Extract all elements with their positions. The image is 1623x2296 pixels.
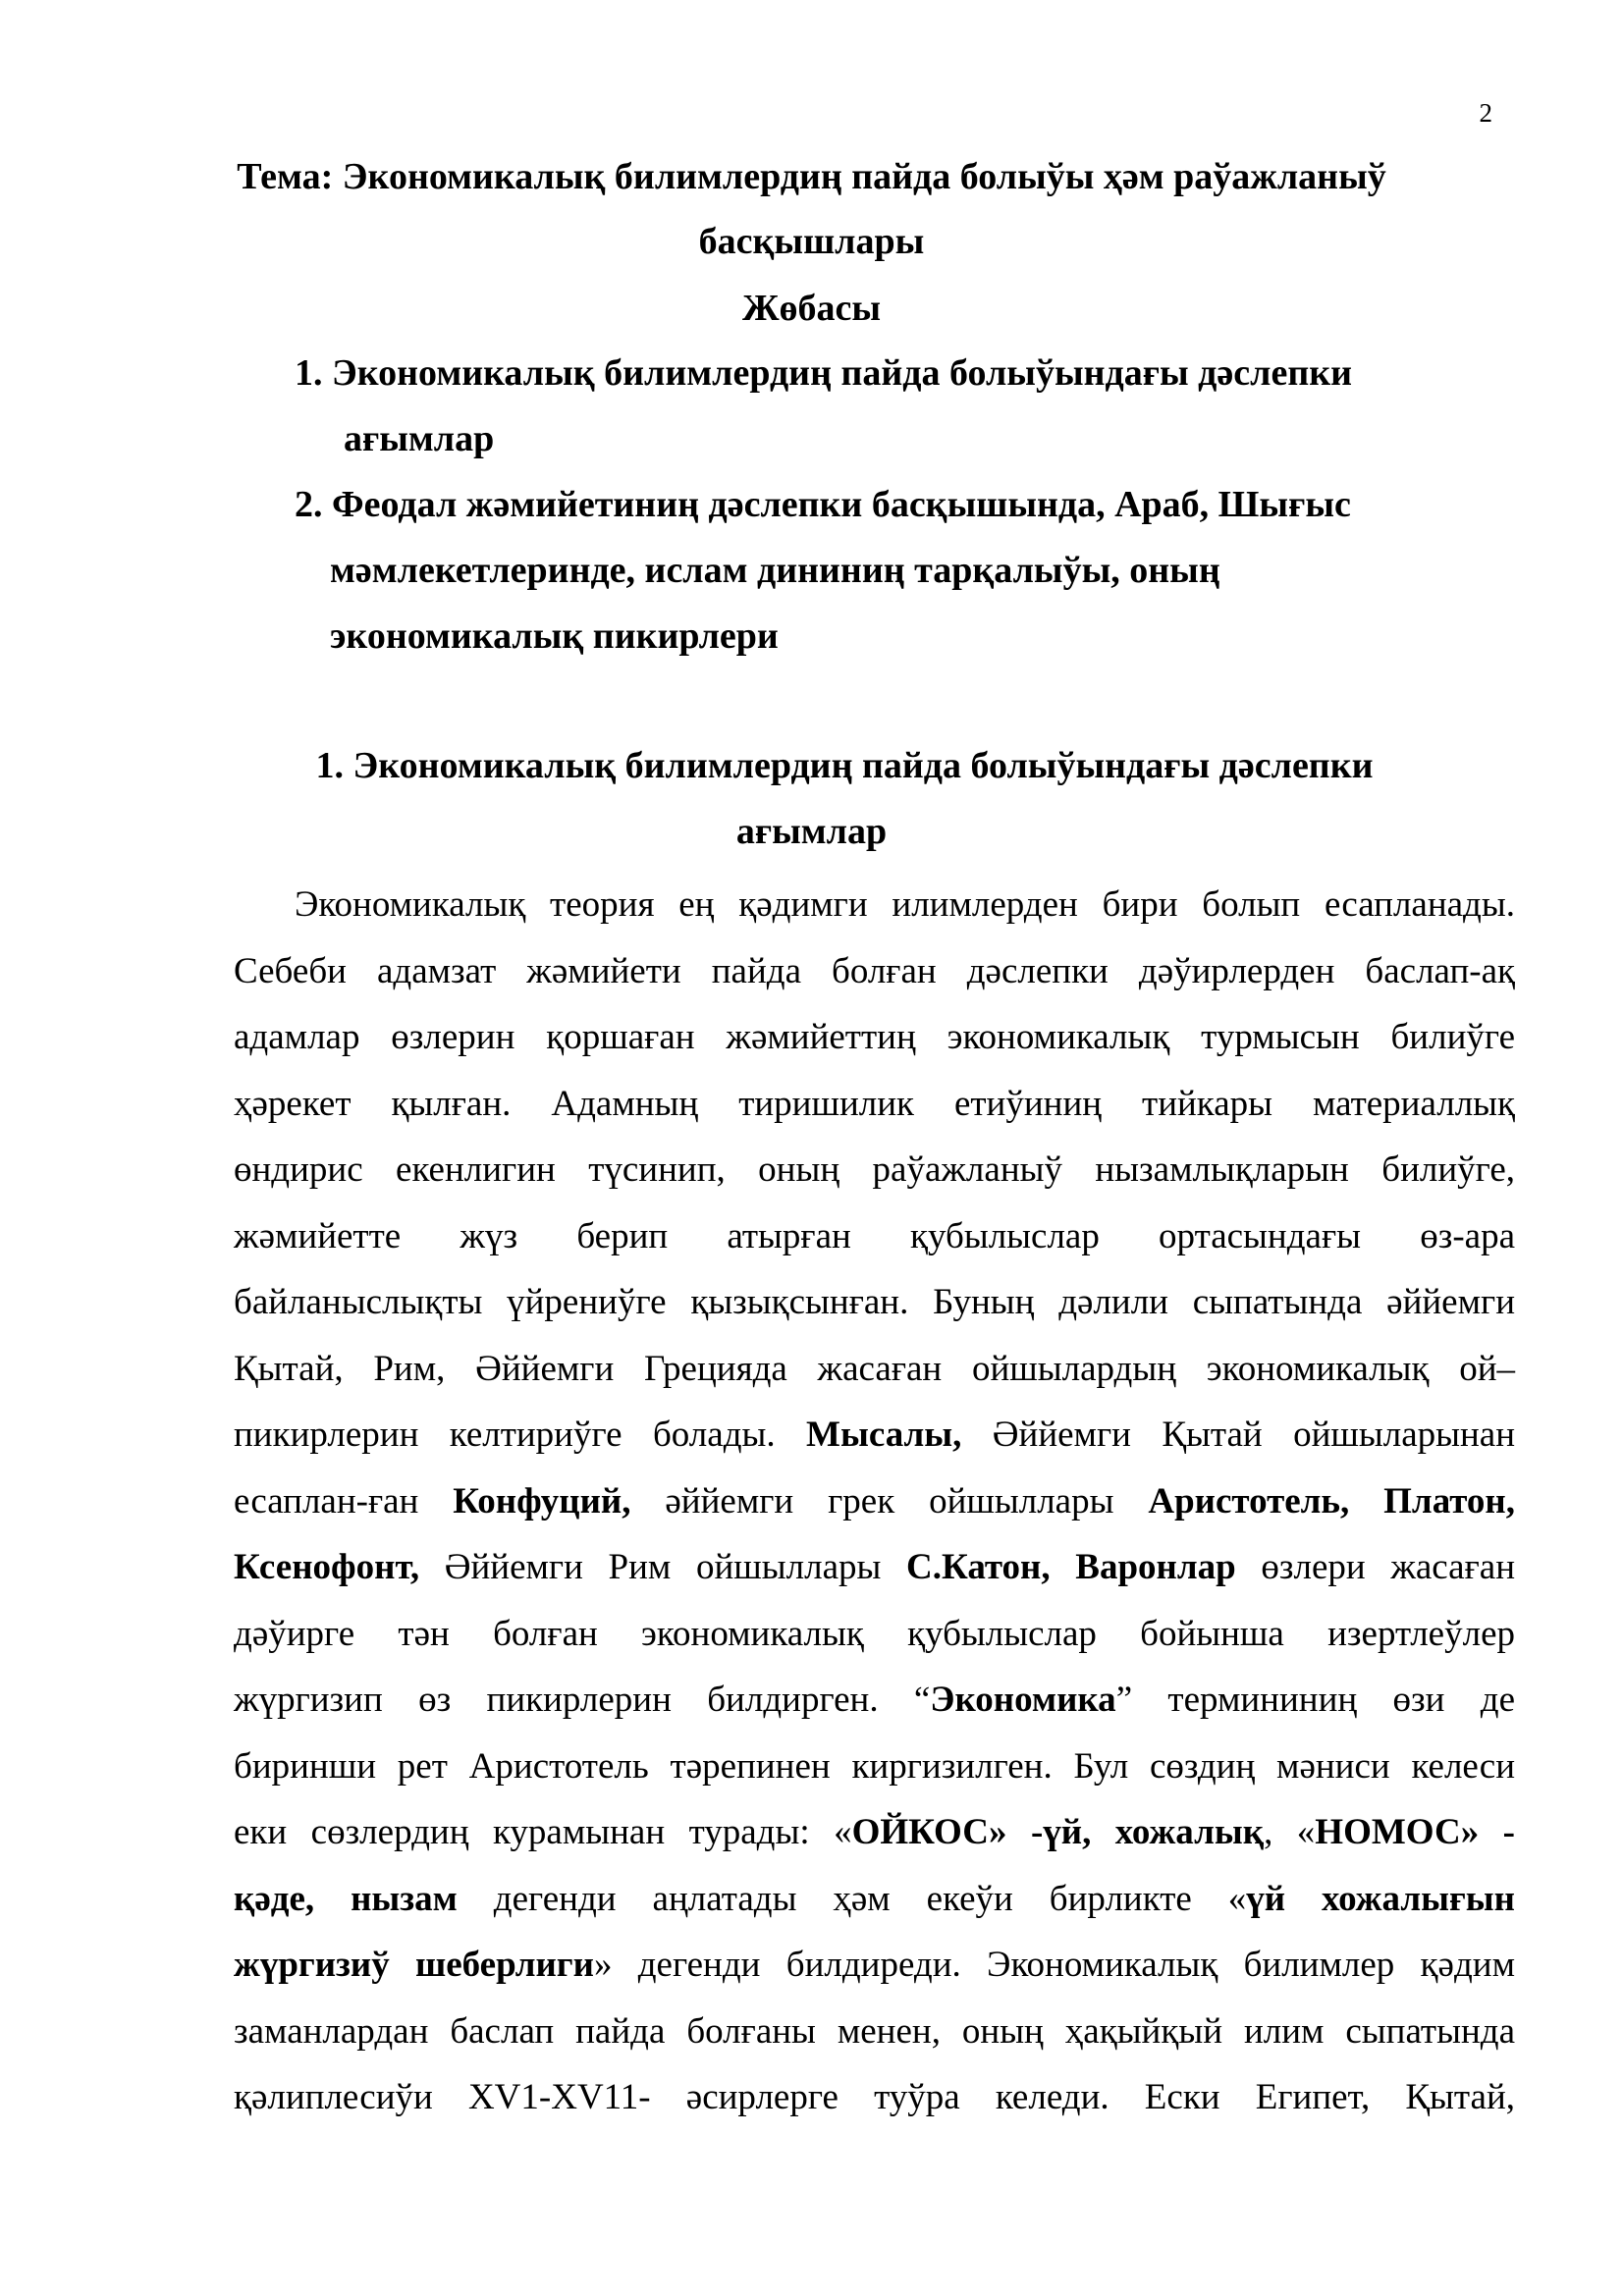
- section-heading-line-2: ағымлар: [735, 811, 888, 852]
- plan-item-1-line-2: ағымлар: [344, 418, 495, 459]
- paragraph-line: адамлар өзлерин қоршаған жәмийеттиң экономикалық турмысын билиўге: [234, 1017, 1515, 1057]
- text-run: , «: [1264, 1812, 1316, 1852]
- text-run: дегенди аңлатады ҳәм екеўи бирликте «: [457, 1878, 1247, 1919]
- bold-term: қәде, нызам: [234, 1878, 458, 1919]
- paragraph-line: байланыслықты үйрениўге қызықсынған. Буның дәлили сыпатында әййемги: [234, 1282, 1515, 1322]
- bold-term: Конфуций,: [453, 1480, 631, 1522]
- text-run: әййемги грек ойшыллары: [630, 1480, 1149, 1522]
- paragraph-line: Себеби адамзат жәмийети пайда болған дәслепки дәўирлерден баслап-ақ: [234, 950, 1515, 991]
- text-run: ” термининиң өзи де: [1115, 1680, 1515, 1720]
- page-number: 2: [1479, 98, 1492, 128]
- paragraph-line: заманлардан баслап пайда болғаны менен, оның ҳақыйқый илим сыпатында: [234, 2010, 1515, 2052]
- paragraph-line: [234, 1932, 1515, 1999]
- text-run: Әййемги Рим ойшыллары: [419, 1547, 907, 1587]
- plan-item-1-line-1: 1. Экономикалық билимлердиң пайда болыўындағы дәслепки: [295, 352, 1353, 394]
- paragraph-line: [234, 1799, 1515, 1866]
- bold-term: ОЙКОС» -үй, хожалық: [851, 1812, 1265, 1852]
- plan-item-2-line-1: 2. Феодал жәмийетиниң дәслепки басқышында, Араб, Шығыс: [295, 484, 1351, 525]
- text-run: жүргизип өз пикирлерин билдирген. “: [234, 1680, 931, 1720]
- plan-item-2-line-3: экономикалық пикирлери: [330, 615, 779, 657]
- text-run: пикирлерин келтириўге болады.: [234, 1415, 807, 1455]
- text-run: Әййемги Қытай ойшыларынан: [961, 1415, 1516, 1455]
- paragraph-line: қәлиплесиўи XV1-XV11- әсирлерге туўра келеди. Ески Египет, Қытай,: [234, 2077, 1515, 2117]
- bold-term: Мысалы,: [806, 1415, 962, 1455]
- bold-term: НОМОС» -: [1315, 1812, 1515, 1852]
- paragraph-line: ҳәрекет қылған. Адамның тиришилик етиўиниң тийкары материаллық: [234, 1083, 1515, 1124]
- section-heading-line-1: 1. Экономикалық билимлердиң пайда болыўындағы дәслепки: [315, 745, 1374, 786]
- text-run: » дегенди билдиреди. Экономикалық билимлер қәдим: [593, 1945, 1515, 1985]
- bold-term: үй хожалығын: [1246, 1878, 1515, 1919]
- paragraph-line: [234, 1667, 1515, 1734]
- plan-heading: Жөбасы: [741, 288, 882, 329]
- paragraph-line: [234, 1534, 1515, 1601]
- bold-term: Ксенофонт,: [234, 1547, 420, 1587]
- paragraph-line: жәмийетте жүз берип атырған қубылыслар ортасындағы өз-ара: [234, 1215, 1515, 1256]
- bold-term: Аристотель, Платон,: [1148, 1480, 1515, 1522]
- paragraph-line: биринши рет Аристотель тәрепинен киргизилген. Бул сөздиң мәниси келеси: [234, 1745, 1515, 1787]
- paragraph-line: Экономикалық теория ең қәдимги илимлерден бири болып есапланады.: [295, 884, 1515, 925]
- text-run: өзлери жасаған: [1235, 1547, 1515, 1587]
- bold-term: жүргизиў шеберлиги: [234, 1945, 594, 1985]
- bold-term: С.Катон, Варонлар: [906, 1547, 1236, 1587]
- paragraph-line: Қытай, Рим, Әййемги Грецияда жасаған ойшылардың экономикалық ой–: [234, 1348, 1515, 1389]
- body-paragraph: [234, 872, 1515, 2131]
- plan-item-2-line-2: мәмлекетлеринде, ислам дининиң тарқалыўы, оның: [330, 550, 1220, 591]
- topic-title-line-1: Тема: Экономикалық билимлердиң пайда болыўы ҳәм раўажланыў: [237, 156, 1386, 197]
- bold-term: Экономика: [930, 1680, 1116, 1720]
- text-run: есаплан-ған: [234, 1480, 454, 1522]
- paragraph-line: [234, 1468, 1515, 1535]
- topic-title-line-2: басқышлары: [698, 221, 925, 262]
- paragraph-line: [234, 1866, 1515, 1933]
- paragraph-line: дәўирге тән болған экономикалық қубылыслар бойынша изертлеўлер: [234, 1613, 1515, 1654]
- paragraph-line: өндирис екенлигин түсинип, оның раўажланыў нызамлықларын билиўге,: [234, 1149, 1515, 1190]
- text-run: еки сөзлердиң курамынан турады: «: [234, 1812, 852, 1852]
- paragraph-line: [234, 1402, 1515, 1468]
